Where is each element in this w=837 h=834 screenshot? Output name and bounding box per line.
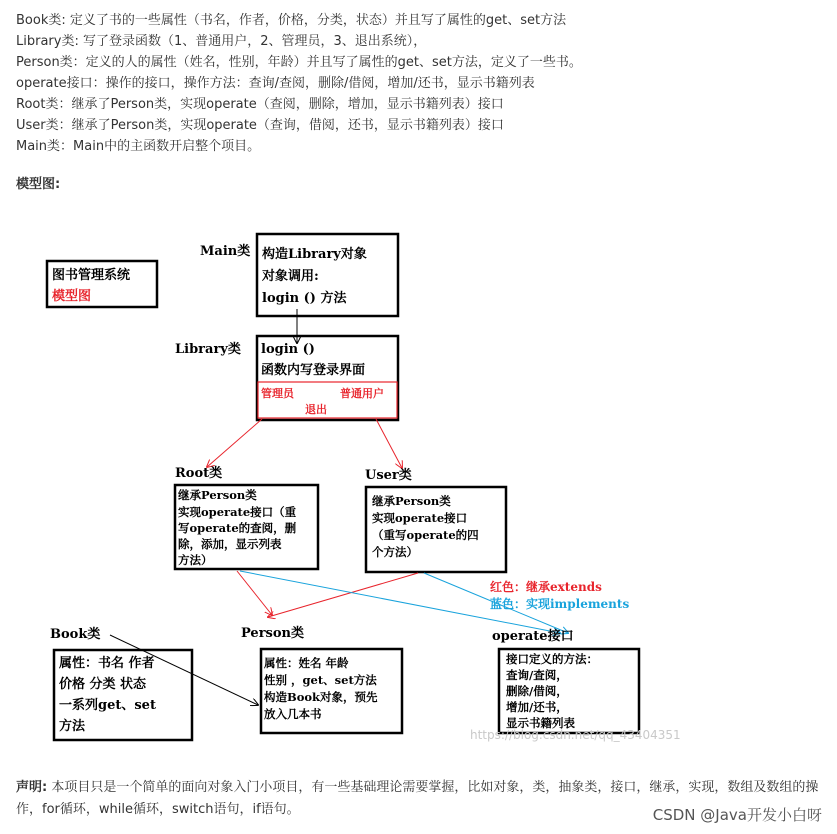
operate-interface-box <box>499 649 639 733</box>
intro-line: User类：继承了Person类，实现operate（查询，借阅，还书，显示书籍列表）接口 <box>16 118 504 133</box>
user-line: 个方法） <box>372 545 418 559</box>
library-class-label: Library类 <box>175 342 241 357</box>
book-line: 属性：书名 作者 <box>59 656 155 671</box>
library-line: login () <box>261 342 315 357</box>
library-line: 函数内写登录界面 <box>261 363 366 378</box>
operate-interface-label: operate接口 <box>492 629 574 644</box>
intro-line: Person类：定义的人的属性（姓名，性别，年龄）并且写了属性的get、set方法，定义了一些书。 <box>16 55 582 70</box>
book-line: 一系列get、set <box>59 698 156 713</box>
legend-implement: 蓝色：实现implements <box>490 597 630 611</box>
root-class-box <box>175 485 318 569</box>
book-class-label: Book类 <box>50 627 101 642</box>
main-line: login () 方法 <box>262 291 347 306</box>
model-diagram <box>0 205 837 765</box>
operate-line: 接口定义的方法： <box>506 652 598 666</box>
operate-line: 增加/还书， <box>506 700 568 714</box>
root-line: 方法） <box>178 553 213 567</box>
operate-line: 查询/查阅， <box>506 668 568 682</box>
root-line: 继承Person类 <box>178 488 257 502</box>
user-to-person-arrow <box>268 573 418 617</box>
library-option-user: 普通用户 <box>340 387 384 400</box>
book-line: 价格 分类 状态 <box>59 677 147 692</box>
operate-line: 显示书籍列表 <box>506 716 575 730</box>
title-box <box>47 261 157 307</box>
intro-line: Book类: 定义了书的一些属性（书名，作者，价格，分类，状态）并且写了属性的get、set方法 <box>16 13 567 28</box>
main-class-box <box>257 234 398 316</box>
library-to-root-arrow <box>207 419 262 467</box>
person-class-box <box>261 649 402 733</box>
legend-inherit: 红色：继承extends <box>490 580 602 594</box>
main-line: 构造Library对象 <box>262 247 367 262</box>
title-box-line2: 模型图 <box>52 289 92 304</box>
person-line: 放入几本书 <box>264 707 322 721</box>
root-to-person-arrow <box>237 571 272 615</box>
user-line: （重写operate的四 <box>372 528 479 542</box>
image-watermark: https://blog.csdn.net/qq_43404351 <box>470 728 681 742</box>
root-line: 实现operate接口（重 <box>178 505 297 519</box>
book-line: 方法 <box>59 719 86 734</box>
person-class-label: Person类 <box>241 626 304 641</box>
root-line: 除，添加，显示列表 <box>178 537 282 551</box>
library-option-admin: 管理员 <box>261 387 294 400</box>
root-line: 写operate的查阅，删 <box>178 521 297 535</box>
person-line: 属性：姓名 年龄 <box>264 656 349 670</box>
intro-text <box>16 10 826 157</box>
library-option-exit: 退出 <box>305 403 327 416</box>
intro-line: Root类：继承了Person类，实现operate（查阅，删除，增加，显示书籍列表）接口 <box>16 97 504 112</box>
csdn-watermark: CSDN @Java开发小白呀 <box>652 806 822 824</box>
intro-line: operate接口：操作的接口，操作方法：查询/查阅，删除/借阅，增加/还书，显示书籍列表 <box>16 76 535 91</box>
main-line: 对象调用: <box>262 269 319 284</box>
root-class-label: Root类 <box>175 466 223 481</box>
statement-text: 本项目只是一个简单的面向对象入门小项目，有一些基础理论需要掌握，比如对象，类，抽象类，接口，继承，实现，数组及数组的操作，for循环，while循环，switch语句，if语句。 <box>16 780 819 817</box>
person-line: 性别 ，get、set方法 <box>264 673 377 687</box>
user-line: 继承Person类 <box>372 494 451 508</box>
user-class-label: User类 <box>365 468 412 483</box>
library-to-user-arrow <box>376 419 402 468</box>
operate-line: 删除/借阅， <box>506 684 568 698</box>
user-class-box <box>366 487 506 572</box>
intro-line: Main类：Main中的主函数开启整个项目。 <box>16 139 261 154</box>
library-class-box <box>257 336 398 420</box>
main-class-label: Main类 <box>200 244 251 259</box>
statement-label: 声明: <box>16 780 48 795</box>
person-line: 构造Book对象，预先 <box>264 690 378 704</box>
title-box-line1: 图书管理系统 <box>52 268 131 283</box>
section-title: 模型图: <box>16 177 61 192</box>
intro-line: Library类: 写了登录函数（1、普通用户，2、管理员，3、退出系统）， <box>16 34 427 49</box>
user-line: 实现operate接口 <box>372 511 468 525</box>
